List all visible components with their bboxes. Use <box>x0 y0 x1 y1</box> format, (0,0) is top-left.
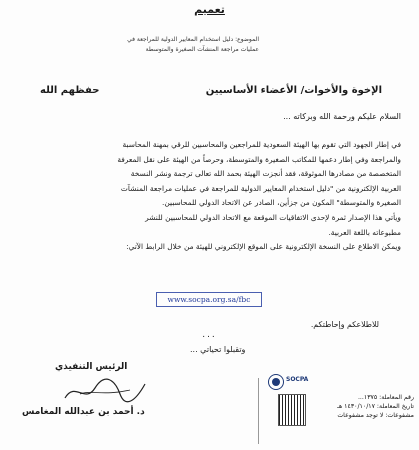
body-line: العربية الإلكترونية من "دليل استخدام المعايير الدولية للمراجعة في عمليات مراجعة المنشآت <box>120 183 401 193</box>
body-line: مطبوعاته باللغة العربية. <box>328 227 401 237</box>
body-line: في إطار الجهود التي تقوم بها الهيئة السعودية للمراجعين والمحاسبين للرقي بمهنة المحاسبة <box>122 140 401 149</box>
subject-line-2: عمليات مراجعة المنشآت الصغيرة والمتوسطة <box>145 46 259 53</box>
transaction-stamp <box>268 372 418 444</box>
closing-greeting: وتقبلوا تحياتي ... <box>190 345 246 354</box>
signature-image <box>60 376 150 406</box>
stamp-line-date: تاريخ المعاملة: ١٤٣٠/١٠/١٧ هـ <box>337 403 414 410</box>
body-line: والمراجعة وفي إطار دعمها للمكاتب الصغيرة والمتوسطة، وحرصاً من الهيئة على نقل المعرفة <box>117 154 401 164</box>
barcode-icon <box>278 394 306 426</box>
letter-body <box>21 138 401 255</box>
closing-dots: ... <box>202 330 217 340</box>
divider <box>258 378 259 444</box>
greeting: السلام عليكم ورحمة الله وبركاته ... <box>283 112 401 121</box>
salutation-right: الإخوة والأخوات/ الأعضاء الأساسيين <box>205 85 382 96</box>
page-title: تعميم <box>194 3 225 16</box>
socpa-logo-icon <box>268 374 284 390</box>
closing-note: للاطلاعكم وإحاطتكم. <box>310 320 379 329</box>
signatory-title: الرئيس التنفيذي <box>55 362 128 372</box>
body-line: ويمكن الاطلاع على النسخة الإلكترونية على الموقع الإلكتروني للهيئة من خلال الرابط الآتي: <box>126 242 401 252</box>
stamp-line-attachments: مشفوعات: لا توجد مشفوعات <box>337 412 414 419</box>
salutation-left: حفظهم الله <box>40 85 100 96</box>
stamp-org: SOCPA <box>286 376 309 383</box>
salutation-bar <box>40 82 382 100</box>
signatory-name: د. أحمد بن عبدالله المغامس <box>22 407 145 417</box>
body-line: الصغيرة والمتوسطة" المكون من جزأين، الصادر عن الاتحاد الدولي للمحاسبين. <box>162 198 401 208</box>
body-line: المتخصصة من مصادرها الموثوقة، فقد أنجزت الهيئة بحمد الله تعالى ترجمة ونشر النسخة <box>130 169 401 179</box>
body-line: ويأتي هذا الإصدار ثمرة لإحدى الاتفاقيات الموقعة مع الاتحاد الدولي للمحاسبين للنشر <box>145 212 401 222</box>
subject-line-1: الموضوع: دليل استخدام المعايير الدولية للمراجعة في <box>127 36 259 43</box>
stamp-line-number: رقم المعاملة: ١٣٧٥... <box>357 394 414 401</box>
url-link[interactable]: www.socpa.org.sa/fbc <box>156 292 262 307</box>
